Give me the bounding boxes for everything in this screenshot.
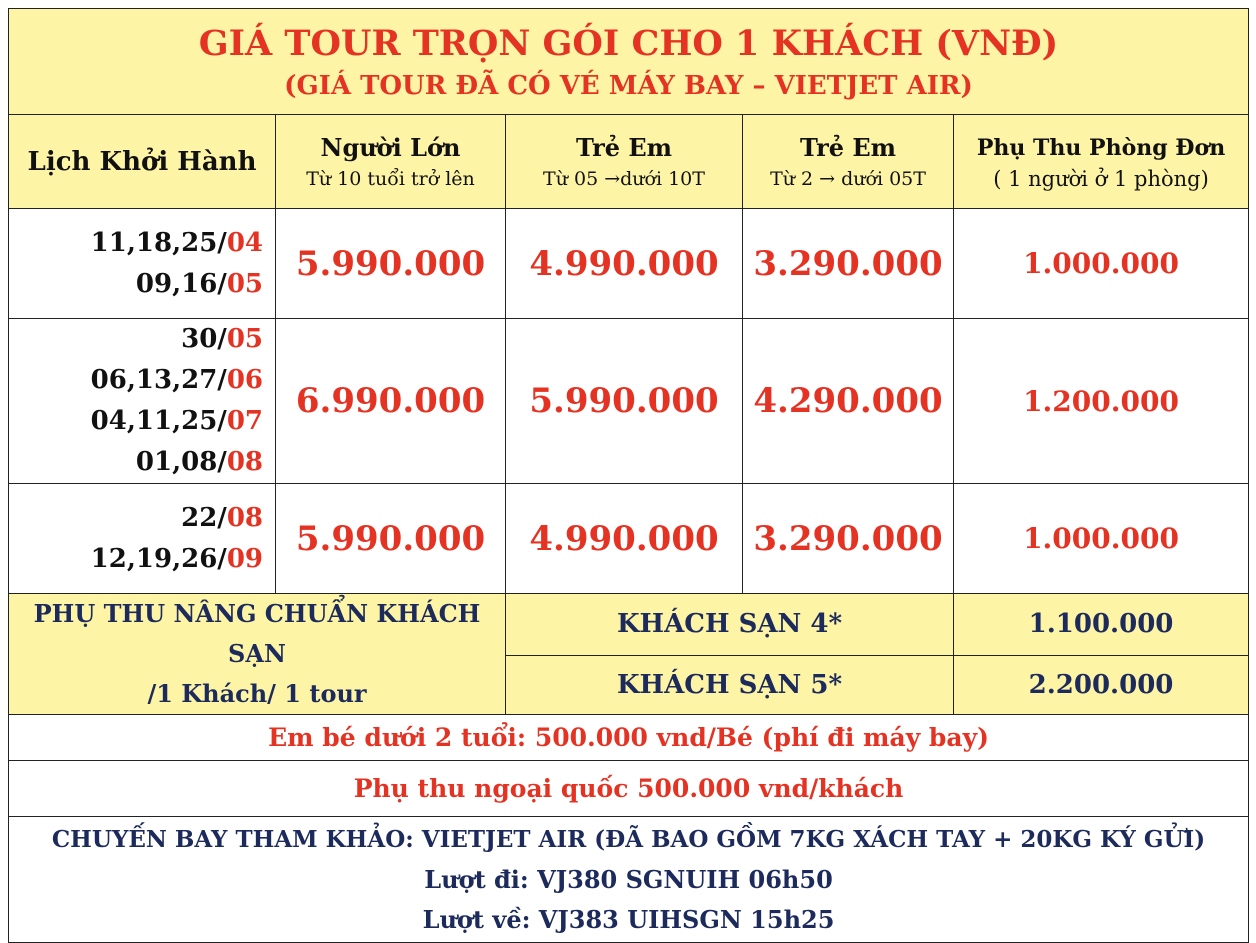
adult-price: 5.990.000 [276, 484, 506, 594]
flight-return: Lượt về: VJ383 UIHSGN 15h25 [422, 904, 835, 934]
single-room-price: 1.000.000 [954, 484, 1249, 594]
col-header-departure: Lịch Khởi Hành [9, 115, 276, 209]
departure-dates [9, 484, 276, 594]
hotel-4-star-label: KHÁCH SẠN 4* [506, 594, 954, 656]
col-header-adult: Người Lớn Từ 10 tuổi trở lên [276, 115, 506, 209]
child-5-10-price: 4.990.000 [506, 484, 743, 594]
infant-fee-note: Em bé dưới 2 tuổi: 500.000 vnd/Bé (phí đi máy bay) [9, 715, 1249, 761]
child-2-5-price: 3.290.000 [743, 484, 954, 594]
date-line: 04,11,25/07 [90, 406, 263, 436]
date-line: 06,13,27/06 [90, 365, 263, 395]
child-2-5-price: 3.290.000 [743, 209, 954, 319]
title-row [9, 9, 1249, 115]
date-line: 30/05 [181, 324, 263, 354]
table-row [9, 319, 1249, 484]
tour-price-table [8, 8, 1249, 943]
date-line: 22/08 [181, 502, 263, 533]
departure-dates [9, 209, 276, 319]
single-room-price: 1.200.000 [954, 319, 1249, 484]
price-table-container [8, 8, 1248, 934]
infant-note-row [9, 715, 1249, 761]
col-header-child-2-5: Trẻ Em Từ 2 → dưới 05T [743, 115, 954, 209]
hotel-5-star-price: 2.200.000 [954, 655, 1249, 714]
page-title: GIÁ TOUR TRỌN GÓI CHO 1 KHÁCH (VNĐ) [198, 22, 1059, 64]
hotel-surcharge-row [9, 594, 1249, 656]
foreigner-note-row [9, 761, 1249, 817]
child-2-5-price: 4.290.000 [743, 319, 954, 484]
foreigner-surcharge-note: Phụ thu ngoại quốc 500.000 vnd/khách [9, 761, 1249, 817]
date-line: 11,18,25/04 [90, 227, 263, 258]
date-line: 09,16/05 [135, 268, 263, 299]
hotel-5-star-label: KHÁCH SẠN 5* [506, 655, 954, 714]
child-5-10-price: 5.990.000 [506, 319, 743, 484]
departure-dates [9, 319, 276, 484]
child-5-10-price: 4.990.000 [506, 209, 743, 319]
table-row [9, 209, 1249, 319]
hotel-4-star-price: 1.100.000 [954, 594, 1249, 656]
col-header-child-5-10: Trẻ Em Từ 05 →dưới 10T [506, 115, 743, 209]
column-header-row [9, 115, 1249, 209]
table-row [9, 484, 1249, 594]
flight-reference: CHUYẾN BAY THAM KHẢO: VIETJET AIR (ĐÃ BAO GỒM 7KG XÁCH TAY + 20KG KÝ GỬI) [51, 825, 1206, 853]
title-cell [9, 9, 1249, 115]
hotel-surcharge-label: PHỤ THU NÂNG CHUẨN KHÁCH SẠN /1 Khách/ 1 tour [9, 594, 506, 715]
adult-price: 6.990.000 [276, 319, 506, 484]
adult-price: 5.990.000 [276, 209, 506, 319]
single-room-price: 1.000.000 [954, 209, 1249, 319]
col-header-single-room: Phụ Thu Phòng Đơn ( 1 người ở 1 phòng) [954, 115, 1249, 209]
date-line: 01,08/08 [135, 447, 263, 477]
date-line: 12,19,26/09 [90, 543, 263, 574]
flight-info-cell [9, 817, 1249, 943]
page-subtitle: (GIÁ TOUR ĐÃ CÓ VÉ MÁY BAY – VIETJET AIR) [284, 70, 973, 101]
flight-outbound: Lượt đi: VJ380 SGNUIH 06h50 [424, 864, 833, 894]
flight-info-row [9, 817, 1249, 943]
